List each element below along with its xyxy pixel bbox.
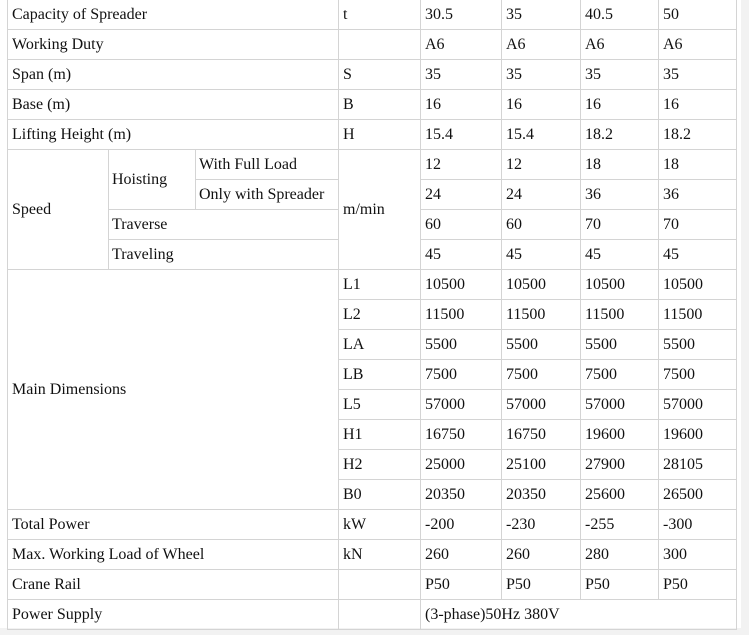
row-label: Total Power [8,510,339,540]
value-cell: 18 [581,150,659,180]
value-cell: 36 [581,180,659,210]
value-cell: 11500 [659,300,737,330]
value-cell: 7500 [659,360,737,390]
value-cell: 20350 [502,480,581,510]
value-cell: 35 [502,0,581,30]
value-cell: 16 [659,90,737,120]
value-cell: 7500 [502,360,581,390]
row-label: Capacity of Spreader [8,0,339,30]
value-cell: 25600 [581,480,659,510]
unit-cell: t [339,0,421,30]
value-cell: 16 [421,90,502,120]
sub-label: Traverse [109,210,339,240]
value-cell: 11500 [421,300,502,330]
value-cell: 25100 [502,450,581,480]
value-cell: 18 [659,150,737,180]
value-cell: 45 [581,240,659,270]
table-row [8,540,737,570]
value-cell: 16 [502,90,581,120]
value-cell: 57000 [421,390,502,420]
value-cell: 25000 [421,450,502,480]
value-cell: 10500 [502,270,581,300]
value-cell: P50 [421,570,502,600]
value-cell: P50 [502,570,581,600]
unit-cell: L5 [339,390,421,420]
table-row [8,60,737,90]
row-label: Base (m) [8,90,339,120]
value-cell: 26500 [659,480,737,510]
value-cell: 24 [502,180,581,210]
table-row [8,270,737,300]
unit-cell: L1 [339,270,421,300]
value-cell: 70 [581,210,659,240]
value-cell: -200 [421,510,502,540]
value-cell: 24 [421,180,502,210]
row-label: Max. Working Load of Wheel [8,540,339,570]
value-cell: 7500 [421,360,502,390]
value-cell: 57000 [581,390,659,420]
value-cell: A6 [581,30,659,60]
value-cell: 57000 [659,390,737,420]
value-cell: 20350 [421,480,502,510]
value-cell: 5500 [421,330,502,360]
value-cell: 12 [502,150,581,180]
row-label: Crane Rail [8,570,339,600]
value-cell: 35 [502,60,581,90]
value-cell: 5500 [502,330,581,360]
unit-cell: kW [339,510,421,540]
unit-cell: B0 [339,480,421,510]
value-cell: 10500 [659,270,737,300]
row-label: Working Duty [8,30,339,60]
table-row [8,0,737,30]
value-cell: 16750 [502,420,581,450]
row-label: Power Supply [8,600,339,630]
value-cell: 45 [659,240,737,270]
table-row [8,150,737,180]
value-cell: 19600 [659,420,737,450]
value-cell: 60 [502,210,581,240]
unit-cell: kN [339,540,421,570]
value-cell: 18.2 [581,120,659,150]
value-cell: A6 [502,30,581,60]
sub-label: With Full Load [196,150,339,180]
value-cell: A6 [659,30,737,60]
value-cell: 18.2 [659,120,737,150]
value-cell: 16 [581,90,659,120]
unit-cell: LA [339,330,421,360]
table-row [8,90,737,120]
value-cell: 28105 [659,450,737,480]
value-cell: P50 [659,570,737,600]
value-cell: -300 [659,510,737,540]
sub-label: Traveling [109,240,339,270]
value-cell: A6 [421,30,502,60]
value-cell: 5500 [659,330,737,360]
value-cell: 11500 [581,300,659,330]
table-row [8,120,737,150]
unit-cell: H1 [339,420,421,450]
value-cell: 7500 [581,360,659,390]
value-cell: 11500 [502,300,581,330]
value-cell: 50 [659,0,737,30]
table-row [8,600,737,630]
unit-cell [339,600,421,630]
value-cell: -230 [502,510,581,540]
sub-label: Hoisting [109,150,196,210]
value-cell: 30.5 [421,0,502,30]
value-cell: 10500 [421,270,502,300]
value-cell: 15.4 [421,120,502,150]
sub-label: Only with Spreader [196,180,339,210]
row-label: Span (m) [8,60,339,90]
value-cell: P50 [581,570,659,600]
unit-cell [339,570,421,600]
unit-cell: L2 [339,300,421,330]
spec-table [7,0,737,630]
value-cell: 10500 [581,270,659,300]
unit-cell: B [339,90,421,120]
unit-cell: m/min [339,150,421,270]
unit-cell: H [339,120,421,150]
value-cell: 5500 [581,330,659,360]
value-cell: 70 [659,210,737,240]
value-cell: (3-phase)50Hz 380V [421,600,737,630]
value-cell: 60 [421,210,502,240]
unit-cell: LB [339,360,421,390]
value-cell: 35 [581,60,659,90]
value-cell: 280 [581,540,659,570]
row-label: Lifting Height (m) [8,120,339,150]
value-cell: 45 [421,240,502,270]
value-cell: 35 [421,60,502,90]
value-cell: 27900 [581,450,659,480]
row-label: Speed [8,150,109,270]
unit-cell [339,30,421,60]
value-cell: 45 [502,240,581,270]
unit-cell: H2 [339,450,421,480]
value-cell: 57000 [502,390,581,420]
value-cell: 19600 [581,420,659,450]
table-row [8,570,737,600]
table-row [8,510,737,540]
value-cell: 16750 [421,420,502,450]
value-cell: 36 [659,180,737,210]
value-cell: 12 [421,150,502,180]
value-cell: 260 [502,540,581,570]
value-cell: -255 [581,510,659,540]
value-cell: 15.4 [502,120,581,150]
table-row [8,30,737,60]
row-label: Main Dimensions [8,270,339,510]
value-cell: 40.5 [581,0,659,30]
value-cell: 300 [659,540,737,570]
value-cell: 260 [421,540,502,570]
value-cell: 35 [659,60,737,90]
unit-cell: S [339,60,421,90]
